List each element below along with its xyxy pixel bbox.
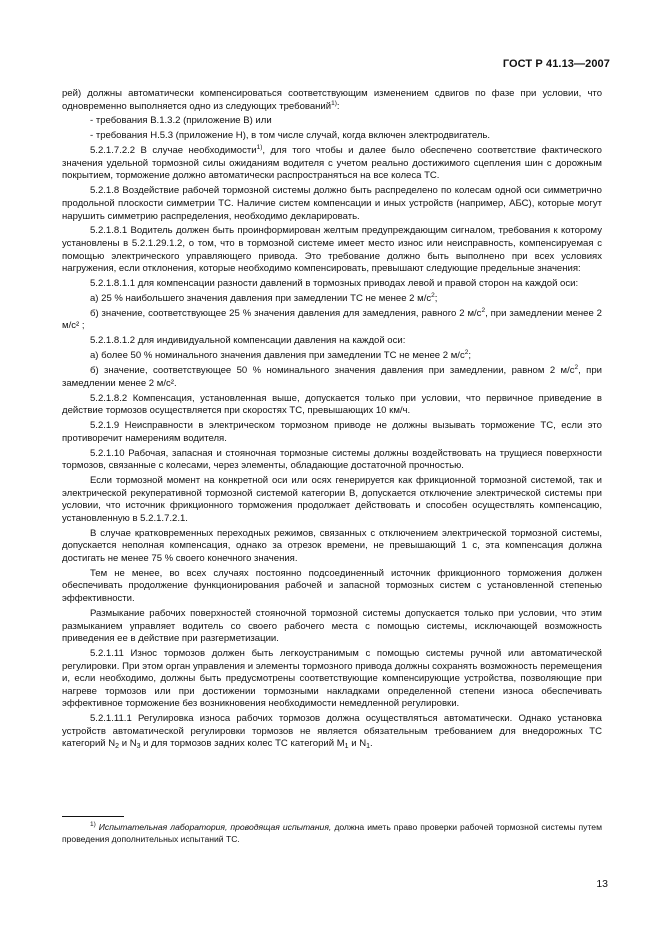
paragraph: 5.2.1.11 Износ тормозов должен быть легкоустранимым с помощью системы ручной или автоматической регулировки. При этом орган управления и элементы тормозного привода должны сохранять возможность перемещения и, если необходимо, должны быть предусмотрены соответствующие компенсирующие устройства, позволяющие при нагреве тормозов или при достижении тормозными накладками определенной степени износа обеспечивать эффективное торможение без возникновения необходимости немедленной регулировки. [62,647,602,710]
paragraph: Если тормозной момент на конкретной оси или осях генерируется как фрикционной тормозной системой, так и электрической рекуперативной тормозной системой категории В, допускается отключение электрической системы при условии, что источник фрикционного торможения продолжает действовать и способен осуществлять компенсацию, установленную в 5.2.1.7.2.1. [62,475,602,524]
paragraph: - требования В.1.3.2 (приложение В) или [90,115,272,127]
paragraph: - требования Н.5.3 (приложение Н), в том числе случай, когда включен электродвигатель. [90,130,491,142]
paragraph: а) более 50 % номинального значения давления при замедлении ТС не менее 2 $м/с^2$; [90,349,472,362]
paragraph: рей) должны автоматически компенсироваться соответствующим изменением сдвигов по фазе при условии, что одновременно выполняется одно из следующих требований$^{1)}$: [62,88,602,112]
paragraph: Тем не менее, во всех случаях постоянно подсоединенный источник фрикционного торможения должен обеспечивать продолжение функционирования рабочей и запасной тормозных систем с установленной степенью эффективности. [62,567,602,605]
paragraph: 5.2.1.8.1 Водитель должен быть проинформирован желтым предупреждающим сигналом, требования к которому установлены в 5.2.1.29.1.2, о том, что в тормозной системе имеет место износ или неисправность, компенсируемая с помощью электрического управляющего привода. Это требование должно быть выполнено при всех условиях нагружения, если отклонения, которые необходимо компенсировать, превышают следующие предельные значения: [62,225,602,275]
paragraph: 5.2.1.10 Рабочая, запасная и стояночная тормозные системы должны воздействовать на трущиеся поверхности тормозов, связанные с колесами, через элементы, обладающие достаточной прочностью. [62,447,602,472]
page-number: 13 [596,878,608,890]
paragraph: Размыкание рабочих поверхностей стояночной тормозной системы допускается только при условии, что этим размыканием управляет водитель со своего рабочего места с помощью системы, исключающей возможность приведения ее в действие при разгерметизации. [62,607,602,645]
paragraph: В случае кратковременных переходных режимов, связанных с отключением электрической тормозной системы, допускается неполная компенсация, однако за отрезок времени, не превышающий 1 с, эта компенсация должна достигать не менее 75 % своего конечного значения. [62,527,602,564]
footnote-text: $^{1)}$ Испытательная лаборатория, проводящая испытания, должна иметь право проверки рабочей тормозной системы путем проведения дополнительных испытаний ТС. [62,821,602,844]
paragraph: 5.2.1.8.1.2 для индивидуальной компенсации давления на каждой оси: [90,335,406,347]
footnote-divider [62,816,124,817]
paragraph: 5.2.1.9 Неисправности в электрическом тормозном приводе не должны вызывать торможение ТС, если это противоречит намерениям водителя. [62,420,602,444]
paragraph: 5.2.1.11.1 Регулировка износа рабочих тормозов должна осуществляться автоматически. Однако установка устройств автоматической регулировки тормозов не является обязательным требованием для внедорожных ТС категорий $N_2$ и $N_3$ и для тормозов задних колес ТС категорий $М_1$ и $N_1$. [62,713,602,751]
paragraph: а) 25 % наибольшего значения давления при замедлении ТС не менее 2 $м/с^2$; [90,291,438,304]
standard-header: ГОСТ Р 41.13—2007 [502,58,610,70]
paragraph: б) значение, соответствующее 50 % номинального значения давления при замедлении, равном 2 $м/с^2$, при замедлении менее 2 м/с². [62,364,602,389]
paragraph: б) значение, соответствующее 25 % значения давления для замедления, равного 2 $м/с^2$, при замедлении менее 2 м/с² ; [62,306,602,332]
paragraph: 5.2.1.8.1.1 для компенсации разности давлений в тормозных приводах левой и правой сторон на каждой оси: [90,278,579,290]
paragraph: 5.2.1.8 Воздействие рабочей тормозной системы должно быть распределено по колесам одной оси симметрично продольной плоскости симметрии ТС. Наличие систем компенсации и иных устройств (например, АБС), которые могут нарушить симметрию распределения, необходимо декларировать. [62,185,602,222]
body-text [62,88,602,753]
paragraph: 5.2.1.7.2.2 В случае необходимости$^{1)}$, для того чтобы и далее было обеспечено соответствие фактического значения удельной тормозной силы ожиданиям водителя с учетом реально достижимого сцепления шин с дорожным покрытием, торможение должно автоматически распространяться на все колеса ТС. [62,144,602,182]
paragraph: 5.2.1.8.2 Компенсация, установленная выше, допускается только при условии, что первичное приведение в действие тормозов осуществляется при скоростях ТС, превышающих 10 км/ч. [62,392,602,417]
footnote [62,822,602,846]
